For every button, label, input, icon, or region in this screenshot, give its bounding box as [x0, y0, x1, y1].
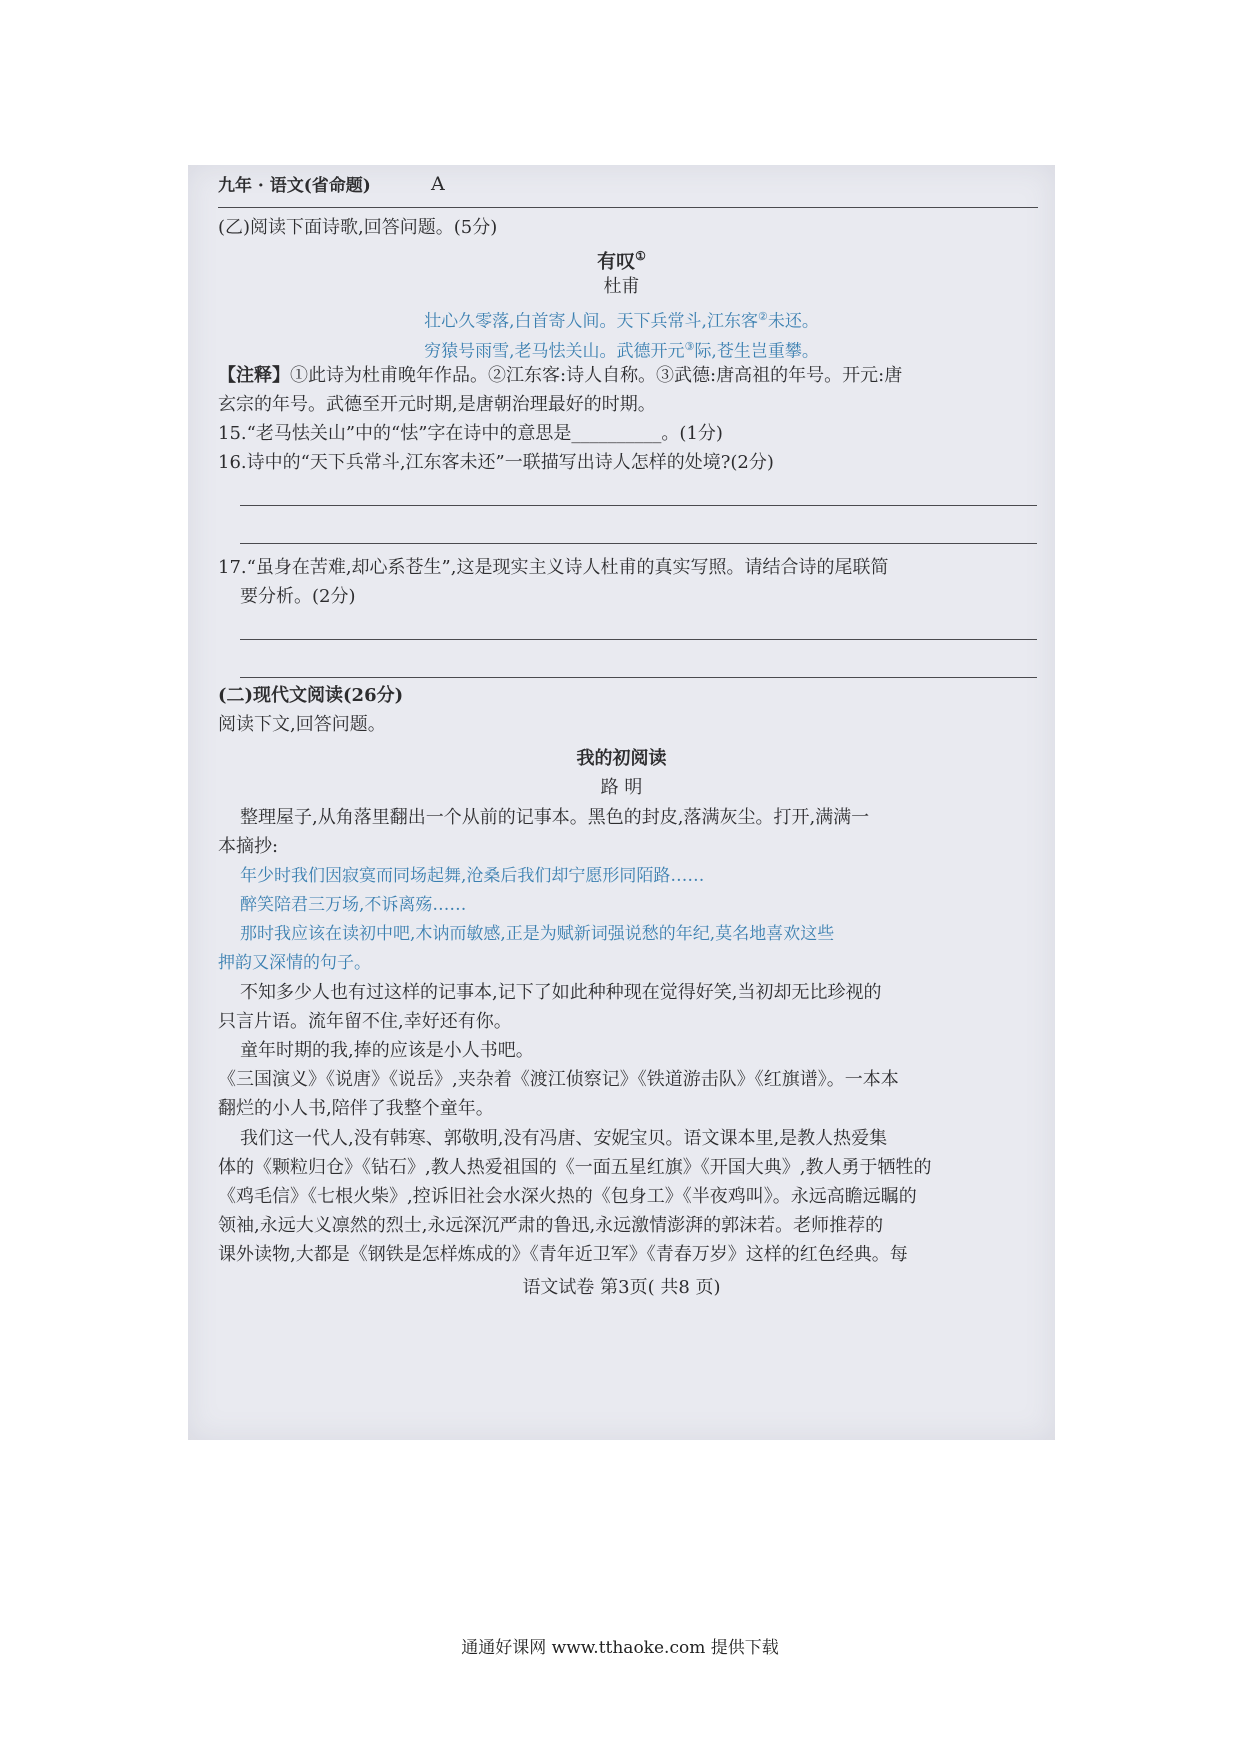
- answer-line-16a: [240, 505, 1037, 506]
- header-version: A: [431, 173, 445, 195]
- quote-2: 醉笑陪君三万场,不诉离殇……: [240, 895, 467, 915]
- answer-line-17b: [240, 677, 1037, 678]
- para-5-line-5: 课外读物,大都是《钢铁是怎样炼成的》《青年近卫军》《青春万岁》这样的红色经典。每: [218, 1244, 908, 1265]
- article-title: 我的初阅读: [576, 748, 667, 769]
- para-3: 童年时期的我,捧的应该是小人书吧。: [240, 1040, 534, 1061]
- question-17-line-2: 要分析。(2分): [240, 586, 356, 607]
- section-yi-heading: (乙)阅读下面诗歌,回答问题。(5分): [218, 217, 498, 238]
- answer-line-17a: [240, 639, 1037, 640]
- para-1-line-1: 整理屋子,从角落里翻出一个从前的记事本。黑色的封皮,落满灰尘。打开,满满一: [240, 807, 870, 828]
- note-line-2: 玄宗的年号。武德至开元时期,是唐朝治理最好的时期。: [218, 394, 656, 415]
- para-5-line-2: 体的《颗粒归仓》《钻石》,教人热爱祖国的《一面五星红旗》《开国大典》,教人勇于牺牲的: [218, 1157, 932, 1178]
- quote-3-line-1: 那时我应该在读初中吧,木讷而敏感,正是为赋新词强说愁的年纪,莫名地喜欢这些: [240, 924, 835, 944]
- quote-3-line-2: 押韵又深情的句子。: [218, 953, 371, 973]
- header-subject: 九年 · 语文(省命题): [218, 176, 371, 196]
- poem-author: 杜甫: [603, 276, 640, 297]
- para-2-line-2: 只言片语。流年留不住,幸好还有你。: [218, 1011, 512, 1032]
- section-er-heading: (二)现代文阅读(26分): [218, 685, 404, 706]
- question-16: 16.诗中的“天下兵常斗,江东客未还”一联描写出诗人怎样的处境?(2分): [218, 452, 774, 473]
- quote-1: 年少时我们因寂寞而同场起舞,沧桑后我们却宁愿形同陌路……: [240, 866, 705, 886]
- site-footer: 通通好课网 www.tthaoke.com 提供下载: [461, 1638, 779, 1658]
- poem-title: 有叹①: [597, 249, 646, 273]
- question-15: 15.“老马怯关山”中的“怯”字在诗中的意思是__________。(1分): [218, 423, 723, 444]
- para-4-line-1: 《三国演义》《说唐》《说岳》,夹杂着《渡江侦察记》《铁道游击队》《红旗谱》。一本本: [218, 1069, 899, 1090]
- note-line-1: 【注释】①此诗为杜甫晚年作品。②江东客:诗人自称。③武德:唐高祖的年号。开元:唐: [218, 365, 903, 386]
- poem-line-1: 壮心久零落,白首寄人间。天下兵常斗,江东客②未还。: [424, 310, 819, 332]
- para-5-line-3: 《鸡毛信》《七根火柴》,控诉旧社会水深火热的《包身工》《半夜鸡叫》。永远高瞻远瞩的: [218, 1186, 917, 1207]
- scanned-exam-page: [188, 165, 1055, 1440]
- header-rule: [218, 207, 1038, 208]
- poem-line-2: 穷猿号雨雪,老马怯关山。武德开元③际,苍生岂重攀。: [424, 340, 819, 362]
- para-2-line-1: 不知多少人也有过这样的记事本,记下了如此种种现在觉得好笑,当初却无比珍视的: [240, 982, 882, 1003]
- para-4-line-2: 翻烂的小人书,陪伴了我整个童年。: [218, 1098, 494, 1119]
- answer-line-16b: [240, 543, 1037, 544]
- para-5-line-4: 领袖,永远大义凛然的烈士,永远深沉严肃的鲁迅,永远激情澎湃的郭沫若。老师推荐的: [218, 1215, 884, 1236]
- article-author: 路 明: [600, 777, 643, 798]
- question-17-line-1: 17.“虽身在苦难,却心系苍生”,这是现实主义诗人杜甫的真实写照。请结合诗的尾联简: [218, 557, 889, 578]
- para-1-line-2: 本摘抄:: [218, 836, 279, 857]
- section-er-instruction: 阅读下文,回答问题。: [218, 714, 386, 735]
- para-5-line-1: 我们这一代人,没有韩寒、郭敬明,没有冯唐、安妮宝贝。语文课本里,是教人热爱集: [240, 1128, 888, 1149]
- page-number-footer: 语文试卷 第3页( 共8 页): [522, 1277, 721, 1298]
